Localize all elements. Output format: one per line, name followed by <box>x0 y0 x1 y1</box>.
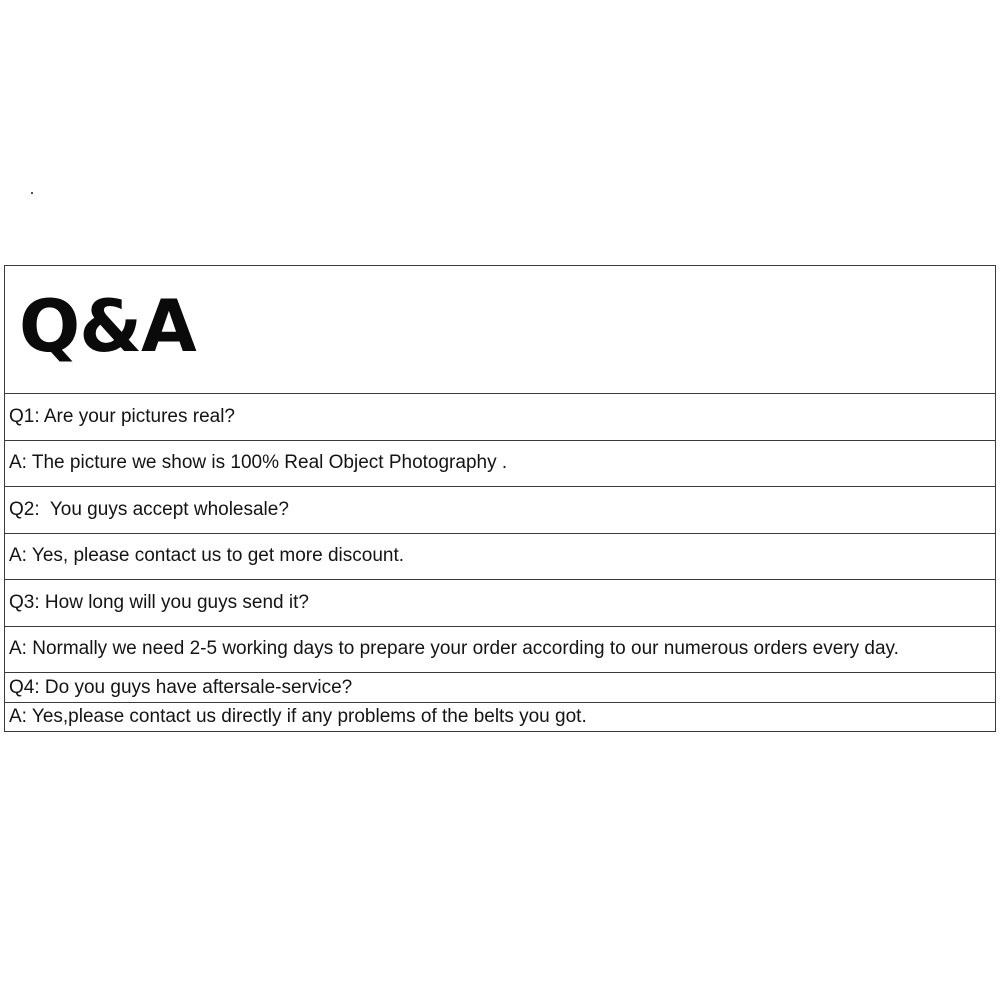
question-row-4: Q4: Do you guys have aftersale-service? <box>5 673 995 703</box>
title-cell <box>5 266 995 394</box>
page-title: Q&A <box>19 284 196 368</box>
qa-table <box>4 265 996 732</box>
answer-row-3: A: Normally we need 2-5 working days to prepare your order according to our numerous orders every day. <box>5 627 995 674</box>
answer-row-2: A: Yes, please contact us to get more discount. <box>5 534 995 581</box>
question-row-1: Q1: Are your pictures real? <box>5 394 995 441</box>
answer-row-4: A: Yes,please contact us directly if any problems of the belts you got. <box>9 706 587 727</box>
answer-row-1: A: The picture we show is 100% Real Object Photography . <box>5 441 995 488</box>
question-row-3: Q3: How long will you guys send it? <box>5 580 995 627</box>
question-row-2: Q2: You guys accept wholesale? <box>5 487 995 534</box>
stray-dot <box>31 192 33 194</box>
